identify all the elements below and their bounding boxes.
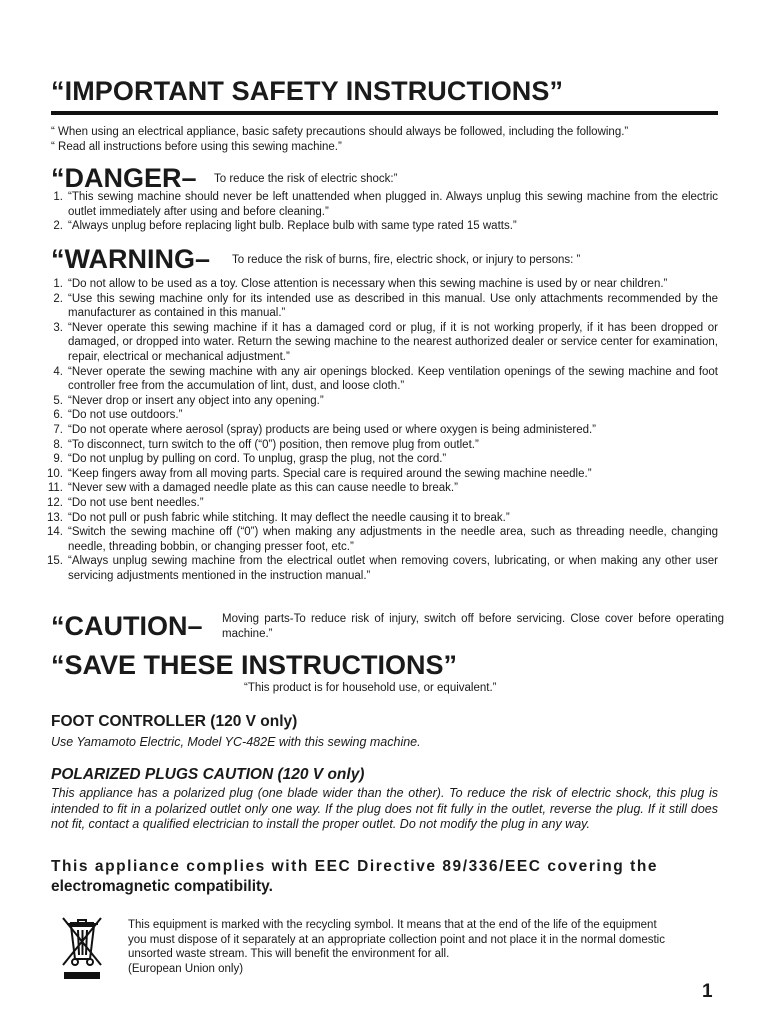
caution-text: Moving parts-To reduce risk of injury, switch off before servicing. Close cover before operating machine.”	[222, 613, 724, 640]
warning-item: 1. “Do not allow to be used as a toy. Close attention is necessary when this sewing machine is used by or near children.”	[53, 278, 668, 290]
danger-list	[46, 190, 718, 234]
warning-item: 14. “Switch the sewing machine off (“0”) when making any adjustments in the needle area, such as threading needle, changing needle, threading bobbin, or changing presser foot, etc.”	[47, 526, 718, 553]
warning-item: 11. “Never sew with a damaged needle plate as this can cause needle to break.”	[47, 482, 458, 495]
warning-heading: “WARNING–	[51, 244, 211, 274]
warning-item: 12. “Do not use bent needles.”	[47, 496, 204, 509]
foot-controller-heading: FOOT CONTROLLER (120 V only)	[51, 713, 298, 730]
danger-item: 1. “This sewing machine should never be left unattended when plugged in. Always unplug this sewing machine from the electric outlet immediately after using and before cleaning.”	[53, 191, 718, 218]
warning-item: 5. “Never drop or insert any object into any opening.”	[53, 394, 324, 407]
foot-controller-text: Use Yamamoto Electric, Model YC-482E with this sewing machine.	[51, 735, 421, 749]
title-underline	[51, 111, 718, 115]
warning-item: 15. “Always unplug sewing machine from the electrical outlet when removing covers, lubricating, or when making any other user servicing adjustments mentioned in the instruction manual.”	[47, 555, 718, 582]
warning-list	[46, 277, 718, 583]
warning-item: 7. “Do not operate where aerosol (spray) products are being used or where oxygen is being administered.”	[53, 423, 597, 436]
warning-subtitle: To reduce the risk of burns, fire, electric shock, or injury to persons: ”	[232, 254, 581, 266]
danger-heading: “DANGER–	[51, 163, 197, 193]
page-number: 1	[702, 981, 713, 1002]
warning-item: 8. “To disconnect, turn switch to the off (“0”) position, then remove plug from outlet.”	[53, 438, 479, 451]
recycling-text: This equipment is marked with the recycling symbol. It means that at the end of the life of the equipment you must dispose of it separately at an appropriate collection point and not place it in the normal domestic unsorted waste stream. This will benefit the environment for all.	[128, 919, 665, 961]
save-heading: “SAVE THESE INSTRUCTIONS”	[51, 650, 458, 680]
warning-item: 10. “Keep fingers away from all moving parts. Special care is required around the sewing machine needle.”	[47, 467, 592, 480]
eec-line-2: electromagnetic compatibility.	[51, 878, 273, 895]
recycling-note: (European Union only)	[128, 962, 244, 975]
warning-item: 3. “Never operate this sewing machine if it has a damaged cord or plug, if it is not working properly, if it has been dropped or damaged, or dropped into water. Return the sewing machine to the nearest authorized dealer or service center for examination, repair, electrical or mechanical adjustment.”	[53, 321, 718, 363]
intro-line-2: “ Read all instructions before using this sewing machine.”	[51, 141, 342, 153]
eec-statement	[51, 857, 718, 897]
intro-line-1: “ When using an electrical appliance, basic safety precautions should always be followed, including the following.”	[51, 126, 629, 138]
recycling-notice	[128, 918, 673, 976]
caution-heading: “CAUTION–	[51, 611, 203, 641]
danger-item: 2. “Always unplug before replacing light bulb. Replace bulb with same type rated 15 watts.”	[53, 220, 517, 233]
danger-subtitle: To reduce the risk of electric shock:”	[214, 173, 398, 185]
warning-item: 13. “Do not pull or push fabric while stitching. It may deflect the needle causing it to break.”	[47, 511, 510, 524]
warning-item: 9. “Do not unplug by pulling on cord. To unplug, grasp the plug, not the cord.”	[53, 453, 447, 466]
warning-item: 4. “Never operate the sewing machine with any air openings blocked. Keep ventilation openings of the sewing machine and foot controller free from the accumulation of lint, dust, and loose cloth.”	[53, 365, 718, 393]
warning-item: 6. “Do not use outdoors.”	[53, 409, 183, 422]
eec-line-1: This appliance complies with EEC Directive 89/336/EEC covering the	[51, 858, 659, 875]
polarized-heading: POLARIZED PLUGS CAUTION (120 V only)	[51, 766, 365, 783]
crossed-out-wheelie-bin-icon	[60, 915, 104, 981]
polarized-text: This appliance has a polarized plug (one blade wider than the other). To reduce the risk of electric shock, this plug is intended to fit in a polarized outlet only one way. If the plug does not fit fully in the outlet, reverse the plug. If it still does not fit, contact a qualified electrician to install the proper outlet. Do not modify the plug in any way.	[51, 786, 718, 831]
page-title: “IMPORTANT SAFETY INSTRUCTIONS”	[51, 76, 564, 106]
warning-item: 2. “Use this sewing machine only for its intended use as described in this manual. Use only attachments recommended by the manufacturer as contained in this manual.”	[53, 292, 718, 320]
save-subtitle: “This product is for household use, or equivalent.”	[244, 682, 497, 694]
